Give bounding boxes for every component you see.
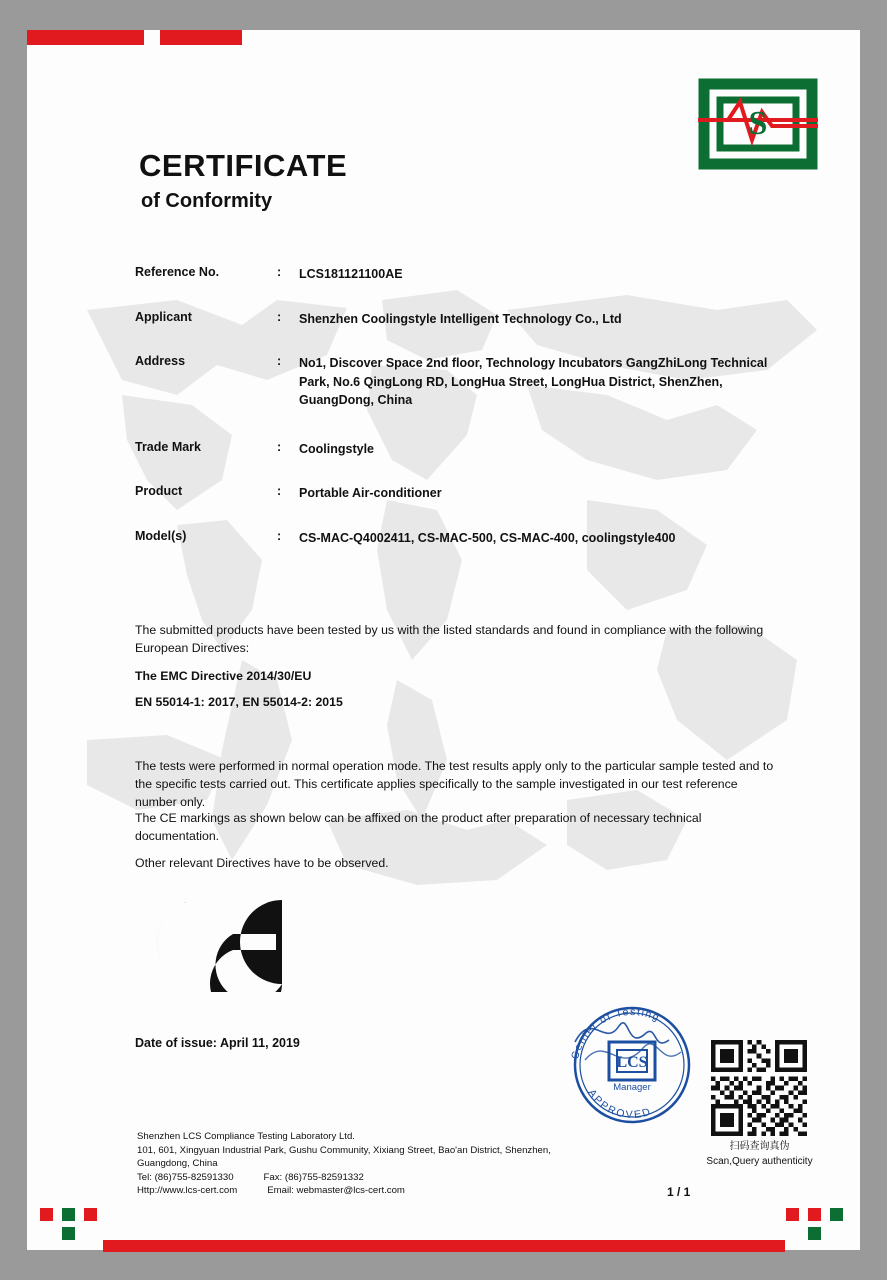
page-subtitle: of Conformity	[141, 190, 273, 212]
field-row	[135, 484, 775, 503]
footer-contact-row	[137, 1171, 657, 1185]
other-directives-paragraph: Other relevant Directives have to be observed.	[135, 856, 389, 870]
ce-mark-icon	[137, 892, 302, 992]
field-label-reference-no: Reference No.	[135, 265, 220, 279]
field-row	[135, 440, 775, 459]
field-row	[135, 310, 775, 329]
corner-mark-top-left-1	[27, 30, 102, 45]
corner-mark-bottom-right-3	[830, 1208, 843, 1221]
footer-tel: Tel: (86)755-82591330	[137, 1171, 234, 1183]
footer	[137, 1130, 657, 1198]
page-number: 1 / 1	[667, 1185, 691, 1199]
qr-caption-cn: 扫码查询真伪	[729, 1141, 790, 1152]
stamp-top-text: Center of Testing	[569, 1005, 662, 1061]
field-label-trade-mark: Trade Mark	[135, 439, 202, 454]
corner-mark-top-left-2	[102, 30, 144, 45]
date-of-issue: Date of issue: April 11, 2019	[135, 1036, 300, 1050]
page-title: CERTIFICATE	[139, 148, 348, 183]
field-value-address: No1, Discover Space 2nd floor, Technology Incubators GangZhiLong Technical Park, No.6 QingLong RD, LongHua Street, LongHua District, ShenZhen, GuangDong, China	[299, 356, 768, 407]
field-value-models: CS-MAC-Q4002411, CS-MAC-500, CS-MAC-400, coolingstyle400	[299, 530, 676, 545]
stamp-center-text: LCS	[616, 1054, 648, 1071]
lcs-logo	[698, 78, 818, 170]
footer-address-line2: Guangdong, China	[137, 1158, 218, 1170]
footer-address-line1: 101, 601, Xingyuan Industrial Park, Gushu Community, Xixiang Street, Bao'an District, Shenzhen,	[137, 1144, 551, 1156]
footer-company: Shenzhen LCS Compliance Testing Laboratory Ltd.	[137, 1131, 355, 1142]
field-label-product: Product	[135, 484, 183, 498]
field-row	[135, 265, 775, 284]
certificate-paper	[27, 30, 860, 1250]
corner-mark-bottom-right-4	[808, 1227, 821, 1240]
footer-contact-row	[137, 1184, 657, 1198]
stamp-role-text: Manager	[613, 1082, 651, 1093]
bottom-red-bar	[103, 1240, 785, 1252]
field-value-product: Portable Air-conditioner	[299, 486, 442, 500]
corner-mark-bottom-left-3	[84, 1208, 97, 1221]
corner-mark-top-left-3	[160, 30, 242, 45]
field-value-trade-mark: Coolingstyle	[299, 441, 375, 456]
field-label-address: Address	[135, 354, 186, 368]
corner-mark-bottom-right-1	[786, 1208, 799, 1221]
approval-stamp	[557, 990, 707, 1140]
field-colon: :	[277, 528, 282, 543]
field-label-applicant: Applicant	[135, 309, 192, 324]
corner-mark-bottom-right-2	[808, 1208, 821, 1221]
footer-website[interactable]: Http://www.lcs-cert.com	[137, 1185, 238, 1197]
markings-paragraph: The CE markings as shown below can be affixed on the product after preparation of necessary technical documentation.	[135, 811, 702, 843]
qr-caption-en: Scan,Query authenticity	[706, 1155, 813, 1167]
field-label-models: Model(s)	[135, 528, 187, 543]
field-row	[135, 354, 775, 410]
field-colon: :	[277, 354, 282, 368]
svg-text:Center of Testing	[569, 1006, 662, 1061]
corner-mark-bottom-left-1	[40, 1208, 53, 1221]
field-colon: :	[277, 265, 282, 279]
intro-paragraph: The submitted products have been tested by us with the listed standards and found in compliance with the following European Directives:	[135, 623, 764, 655]
tests-paragraph: The tests were performed in normal operation mode. The test results apply only to the particular sample tested and to the specific tests carried out. This certificate applies specifically to the sample investigated in our test reference number only.	[135, 759, 774, 809]
qr-code[interactable]	[711, 1040, 807, 1136]
corner-mark-bottom-left-4	[62, 1227, 75, 1240]
standards-text: EN 55014-1: 2017, EN 55014-2: 2015	[135, 695, 343, 709]
field-row	[135, 529, 775, 548]
directive-text: The EMC Directive 2014/30/EU	[135, 669, 312, 683]
corner-mark-bottom-left-2	[62, 1208, 75, 1221]
field-colon: :	[277, 484, 282, 498]
svg-text:S: S	[748, 105, 768, 142]
stamp-bottom-text: APPROVED	[585, 1087, 654, 1122]
certificate-fields	[135, 265, 775, 573]
footer-email[interactable]: Email: webmaster@lcs-cert.com	[267, 1185, 405, 1197]
field-colon: :	[277, 309, 282, 324]
qr-caption	[677, 1140, 842, 1169]
field-value-reference-no: LCS181121100AE	[299, 267, 403, 281]
field-value-applicant: Shenzhen Coolingstyle Intelligent Technology Co., Ltd	[299, 311, 622, 326]
footer-fax: Fax: (86)755-82591332	[263, 1171, 364, 1183]
field-colon: :	[277, 439, 282, 454]
